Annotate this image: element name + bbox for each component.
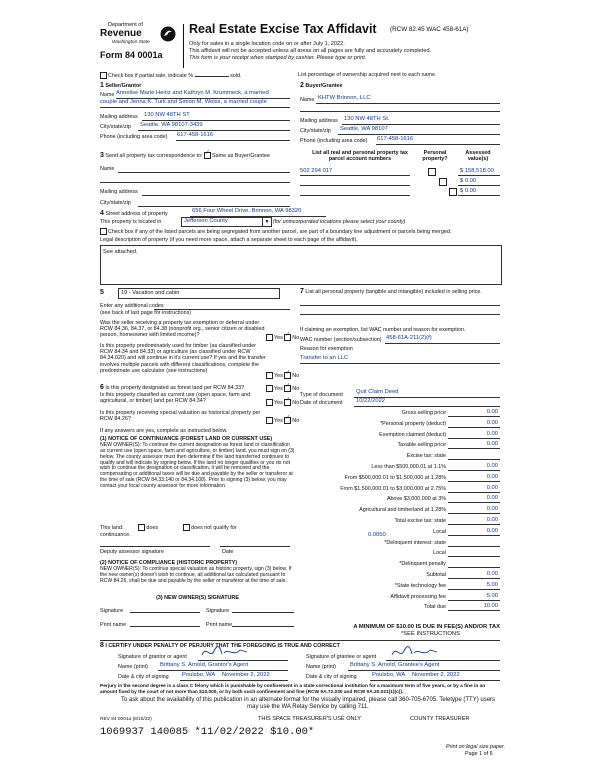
county-treasurer-label: COUNTY TREASURER bbox=[410, 716, 470, 722]
tax-row-label: Exemption claimed (deduct) bbox=[379, 431, 446, 438]
see-instructions-note: *SEE INSTRUCTIONS bbox=[401, 631, 460, 637]
tax-row-label: *Delinquent penalty bbox=[399, 561, 446, 568]
assessed-value-1[interactable]: $ 158,518.00 bbox=[460, 168, 494, 174]
county-note: (for unincorporated locations please select your county) bbox=[273, 219, 406, 225]
tax-row-label: *Personal property (deduct) bbox=[380, 420, 446, 427]
personal-property-checkbox-3[interactable] bbox=[449, 188, 457, 196]
tax-row-label: From $1,500,000.01 to $3,000,000 at 2.75% bbox=[340, 485, 446, 492]
assessed-value-2[interactable]: $ 0.00 bbox=[460, 178, 477, 184]
county-label: This property is located in bbox=[100, 219, 162, 225]
legal-description-box[interactable]: See attached. bbox=[100, 245, 502, 285]
land-use-code-select[interactable]: 19 - Vacation and cabin bbox=[118, 288, 280, 299]
notice-3-title: (3) NEW OWNER(S) SIGNATURE bbox=[156, 595, 239, 601]
timber-yes-no: Yes ✓ No bbox=[266, 372, 299, 379]
parcel-heading: List all real and personal property tax parcel account numbers bbox=[312, 150, 408, 163]
tax-row-label: Excise tax: state bbox=[406, 453, 446, 460]
same-as-buyer-checkbox[interactable] bbox=[204, 152, 211, 159]
seller-name-value-2[interactable]: couple and Jenna K. Turk and Simon M. Weiss, a married couple bbox=[100, 99, 267, 105]
grantor-name-value[interactable]: Brittany S. Arnold, Grantor's Agent bbox=[160, 662, 249, 668]
page-number: Page 1 of 6 bbox=[465, 751, 493, 757]
notice-2-body: NEW OWNER(S): To continue special valuation as historic property, sign (3) below. If the new owner(s) doesn't wish to continue, all additional tax calculated pursuant to RCW 84.26, shall be due and payable by the seller or transferor at the time of sale. bbox=[100, 566, 292, 584]
doc-type-label: Type of document bbox=[300, 392, 343, 398]
certify-heading: 8 I CERTIFY UNDER PENALTY OF PERJURY THAT THE FOREGOING IS TRUE AND CORRECT bbox=[100, 642, 340, 649]
tax-row-value[interactable]: 0.00 bbox=[486, 441, 498, 448]
dor-emblem-icon bbox=[160, 26, 176, 42]
grantor-city-value[interactable]: Poulsbo, WA bbox=[182, 672, 216, 678]
tax-row-label: Local bbox=[433, 528, 446, 535]
historic-yes-box[interactable] bbox=[266, 417, 273, 424]
form-number: Form 84 0001a bbox=[100, 50, 163, 60]
tax-row-value[interactable]: 5.00 bbox=[486, 592, 498, 599]
street-row: 4 Street address of property bbox=[100, 210, 168, 217]
grantor-signature[interactable] bbox=[200, 645, 250, 659]
tax-row-label: *Delinquent interest: state bbox=[384, 539, 446, 546]
buyer-name-value[interactable]: KHTW Brinnon, LLC bbox=[318, 95, 371, 101]
tax-row-value[interactable]: 0.00 bbox=[486, 409, 498, 415]
perjury-notice: Perjury in the second degree is a class C felony which is punishable by confinement in a state correctional institution for a maximum term of five years, or by a fine in an amount fixed by the court of not more than $10,000, or by both such confinement and fine (RCW 9A.72.030 and RCW 9A.20.021(1)(c)). bbox=[100, 684, 486, 695]
forest-yes-no: Yes ✓ No bbox=[266, 385, 299, 392]
buyer-name-label: Name bbox=[300, 97, 315, 103]
current-use-yes-no: Yes ✓ No bbox=[266, 399, 299, 406]
correspondence-row: 3 Send all property tax correspondence to: ✓ Same as Buyer/Grantee bbox=[100, 152, 270, 160]
grantor-name-label: Name (print) bbox=[118, 664, 148, 670]
signature-label-1: Signature bbox=[100, 608, 124, 614]
tax-row-value[interactable]: 0.00 bbox=[486, 463, 498, 469]
exemption-yes-no: Yes ✓ No bbox=[266, 334, 299, 341]
doc-date-value[interactable]: 10/22/2022 bbox=[356, 398, 386, 404]
buyer-city-label: City/state/zip bbox=[300, 128, 331, 134]
grantor-date-label: Date & city of signing bbox=[118, 674, 169, 680]
print-name-label-2: Print name bbox=[206, 622, 233, 628]
tax-row-value[interactable]: 0.00 bbox=[486, 430, 498, 437]
header-note-2: This affidavit will not be accepted unless all areas on all pages are fully and accurately completed. bbox=[189, 48, 432, 54]
tax-row-label: *State technology fee bbox=[394, 582, 446, 589]
tax-row-label: Gross selling price bbox=[401, 410, 446, 416]
tax-row-label: Total due bbox=[424, 604, 446, 611]
current-use-question: Is this property classified as current use (open space, farm and agricultural, or timber) land per RCW 84.34? bbox=[100, 392, 251, 405]
wac-value[interactable]: 458-61A-211(2)(f) bbox=[386, 335, 432, 341]
tax-row-value[interactable]: 0.00 bbox=[486, 571, 498, 577]
print-name-label-1: Print name bbox=[100, 622, 127, 628]
buyer-mailing-label: Mailing address bbox=[300, 118, 338, 124]
tax-row-label: Above $3,000,000 at 3% bbox=[386, 496, 446, 503]
tax-row-label: Taxable selling price bbox=[397, 442, 446, 449]
current-use-no-box[interactable] bbox=[284, 399, 291, 406]
grantee-name-label: Name (print) bbox=[306, 664, 336, 670]
forest-no-box[interactable] bbox=[284, 385, 291, 392]
tax-row-label: Less than $500,000.01 at 1.1% bbox=[371, 464, 446, 470]
local-rate-value[interactable]: 0.0050 bbox=[368, 532, 386, 538]
dor-logo bbox=[100, 22, 182, 68]
seller-name-value-1[interactable]: Annelise Marie Heinz and Kathryn M. Krummeck, a married bbox=[116, 90, 269, 96]
tax-row-value[interactable]: 0.00 bbox=[486, 473, 498, 480]
tax-row-value[interactable]: 0.00 bbox=[486, 527, 498, 534]
buyer-city-value[interactable]: Seattle, WA 98107 bbox=[340, 126, 388, 132]
parcel-number-1[interactable]: 502 294 017 bbox=[300, 168, 333, 174]
county-dropdown-icon[interactable]: ▼ bbox=[262, 217, 272, 227]
tax-row-label: Local bbox=[433, 550, 446, 557]
reason-label: Reason for exemption bbox=[300, 346, 353, 352]
partial-sale-checkbox[interactable] bbox=[100, 72, 107, 79]
reason-value[interactable]: Transfer to an LLC bbox=[300, 355, 349, 361]
personal-property-list-label: 7 List all personal property (tangible and intangible) included in selling price. bbox=[300, 288, 482, 295]
assessor-signature-label: Deputy assessor signature bbox=[100, 549, 164, 555]
current-use-yes-box[interactable] bbox=[266, 399, 273, 406]
tax-row-value[interactable]: 0.00 bbox=[486, 506, 498, 513]
additional-codes-label: Enter any additional codes bbox=[100, 303, 164, 309]
this-land-row: This land: does does not qualify for bbox=[100, 524, 237, 531]
notice-1-title: (1) NOTICE OF CONTINUANCE (FOREST LAND OR CURRENT USE) bbox=[100, 436, 273, 442]
dept-line3: Washington State bbox=[112, 40, 150, 45]
seller-mailing-value[interactable]: 130 NW 48TH ST bbox=[144, 112, 190, 118]
exemption-question: Was the seller receiving a property tax exemption or deferral under RCW 84.36, 84.37, or 84.38 (nonprofit org., senior citizen or disabled person, homeowner with limited income)? bbox=[100, 320, 265, 339]
tax-row-label: Affidavit processing fee bbox=[390, 593, 446, 600]
additional-codes-note: (see back of last page for instructions) bbox=[100, 310, 192, 316]
wac-label: WAC number (section/subsection) bbox=[300, 337, 382, 343]
exemption-no-box[interactable] bbox=[284, 334, 291, 341]
notice-1-body: NEW OWNER(S): To continue the current designation as forest land or classification as current use (open space, farm and agriculture, or timber) land, you must sign on (3) below. The county assessor must then determine if the land transferred continues to qualify and will indicate by signing below. If the land no longer qualifies or you do not wish to continue the designation or classification, it will be removed and the compensating or additional taxes will be due and payable by the seller or transferor at the time of sale (RCW 84.33.140 or 84.34.108). Prior to signing (3) below, you may contact your local county assessor for more information. bbox=[100, 442, 295, 489]
assessed-value-heading: Assessed value(s) bbox=[465, 150, 491, 163]
assessed-value-3[interactable]: $ 0.00 bbox=[460, 188, 477, 194]
doc-type-value[interactable]: Quit Claim Deed bbox=[356, 389, 399, 395]
minimum-due-note: A MINIMUM OF $10.00 IS DUE IN FEE(S) AND/OR TAX bbox=[353, 624, 500, 630]
grantor-date-value[interactable]: November 2, 2022 bbox=[222, 672, 270, 678]
exemption-claim-label: If claiming an exemption, list WAC number and reason for exemption. bbox=[300, 327, 466, 333]
continuance-label: continuance. bbox=[100, 532, 131, 538]
grantee-signature[interactable] bbox=[390, 645, 440, 659]
personal-property-checkbox-2[interactable] bbox=[439, 178, 447, 186]
if-yes-note: If any answers are yes, complete as instructed below. bbox=[100, 428, 228, 434]
tax-row-value[interactable]: 5.00 bbox=[486, 581, 498, 588]
segregation-checkbox[interactable] bbox=[100, 228, 107, 235]
tax-row-value[interactable]: 0.00 bbox=[486, 517, 498, 523]
ownership-note: List percentage of ownership acquired next to each name. bbox=[298, 72, 437, 78]
grantee-date-label: Date & city of signing bbox=[306, 674, 357, 680]
grantee-name-value[interactable]: Brittany S. Arnold, Grantee's Agent bbox=[350, 662, 440, 668]
tax-row-value[interactable]: 0.00 bbox=[486, 484, 498, 491]
legal-paper-note: Print on legal size paper. bbox=[446, 744, 506, 750]
tax-row-label: From $500,000.01 to $1,500,000 at 1.28% bbox=[344, 474, 446, 481]
grantee-city-value[interactable]: Poulsbo, WA bbox=[372, 672, 406, 678]
corr-name-label: Name bbox=[100, 166, 115, 172]
timber-no-box[interactable] bbox=[284, 372, 291, 379]
county-select[interactable]: Jefferson County bbox=[181, 217, 263, 227]
rev-number: REV 84 0001a (8/15/22) bbox=[100, 717, 152, 722]
seller-mailing-label: Mailing address bbox=[100, 114, 138, 120]
assessor-date-label: Date bbox=[222, 549, 234, 555]
form-title: Real Estate Excise Tax Affidavit bbox=[189, 22, 377, 36]
seller-heading: 1 Seller/Grantor bbox=[100, 82, 142, 89]
seller-phone-value[interactable]: 617-458-1616 bbox=[177, 132, 214, 138]
timber-yes-box[interactable] bbox=[266, 372, 273, 379]
seller-name-label: Name bbox=[100, 92, 115, 98]
grantor-signature-label: Signature of grantor or agent bbox=[118, 654, 187, 660]
tax-row-label: Agricultural and timberland at 1.28% bbox=[359, 507, 446, 514]
section-5-number: 5 bbox=[100, 289, 104, 296]
buyer-phone-value[interactable]: 617-458-1616 bbox=[377, 136, 414, 142]
seller-city-label: City/state/zip bbox=[100, 124, 131, 130]
buyer-heading: 2 Buyer/Grantee bbox=[300, 82, 343, 89]
header-note-3: This form is your receipt when stamped by cashier. Please type or print. bbox=[189, 55, 367, 61]
personal-property-checkbox-1[interactable] bbox=[428, 168, 436, 176]
dept-line2: Revenue bbox=[100, 28, 142, 39]
timber-question: Is this property predominately used for timber (as classified under RCW 84.34 and 84.33) or agriculture (as classified under RCW 84.34.020) and will continue in it's current use? If yes and the transfer involves multiple parcels with different classifications, complete the predominate use calculator (see instructions) bbox=[100, 343, 266, 374]
alt-format-notice: To ask about the availability of this publication in an alternate format for the visually impaired, please call 360-705-6705. Teletype (TTY) users may use the WA Relay Service by calling 711. bbox=[120, 697, 496, 710]
form-statute: (RCW 82.45 WAC 458-61A) bbox=[390, 26, 469, 33]
corr-city-label: City/state/zip bbox=[100, 200, 131, 206]
tax-row-label: Subtotal bbox=[426, 572, 446, 578]
signature-label-2: Signature bbox=[206, 608, 230, 614]
grantee-signature-label: Signature of grantee or agent bbox=[306, 654, 377, 660]
forest-yes-box[interactable] bbox=[266, 385, 273, 392]
legal-label: Legal description of property (if you need more space, attach a separate sheet to each page of the affidavit). bbox=[100, 237, 358, 243]
tax-row-label: Total excise tax: state bbox=[394, 518, 446, 524]
treasurer-use-label: THIS SPACE TREASURER'S USE ONLY bbox=[258, 716, 362, 722]
segregation-row: Check box if any of the listed parcels are being segregated from another parcel, are part of a boundary line adjustment or parcels being merged. bbox=[100, 228, 451, 235]
historic-no-box[interactable] bbox=[284, 417, 291, 424]
historic-yes-no: Yes ✓ No bbox=[266, 417, 299, 424]
tax-row-value[interactable]: 0.00 bbox=[486, 419, 498, 426]
treasurer-stamp: 1069937 140085 *11/02/2022 $10.00* bbox=[100, 726, 315, 738]
header-note-1: Only for sales in a single location code on or after July 1, 2022. bbox=[189, 41, 345, 47]
does-not-qualify-box[interactable] bbox=[183, 524, 190, 531]
street-value[interactable]: 656 Four Wheel Drive, Brinnon, WA 98320 bbox=[192, 208, 302, 214]
personal-property-heading: Personal property? bbox=[422, 150, 448, 163]
forest-question: 6 Is this property designated as forest land per RCW 84.33? bbox=[100, 384, 245, 391]
buyer-phone-label: Phone (including area code) bbox=[300, 138, 368, 144]
corr-mailing-label: Mailing address bbox=[100, 189, 138, 195]
tax-row-value[interactable]: 10.00 bbox=[483, 603, 498, 610]
buyer-mailing-value[interactable]: 130 NW 48TH St. bbox=[344, 116, 390, 122]
tax-row-value[interactable]: 0.00 bbox=[486, 495, 498, 502]
seller-city-value[interactable]: Seattle, WA 98107-3439 bbox=[140, 122, 203, 128]
dept-line1: Department of bbox=[108, 22, 143, 28]
grantee-date-value[interactable]: November 2, 2022 bbox=[412, 672, 460, 678]
does-qualify-box[interactable] bbox=[138, 524, 145, 531]
partial-sale-row: Check box if partial sale, indicate % sold. bbox=[100, 72, 242, 79]
exemption-yes-box[interactable] bbox=[266, 334, 273, 341]
notice-2-title: (2) NOTICE OF COMPLIANCE (HISTORIC PROPERTY) bbox=[100, 560, 238, 566]
seller-phone-label: Phone (including area code) bbox=[100, 134, 168, 140]
doc-date-label: Date of document bbox=[300, 400, 343, 406]
historic-question: Is this property receiving special valuation as historical property per RCW 84.26? bbox=[100, 410, 261, 423]
